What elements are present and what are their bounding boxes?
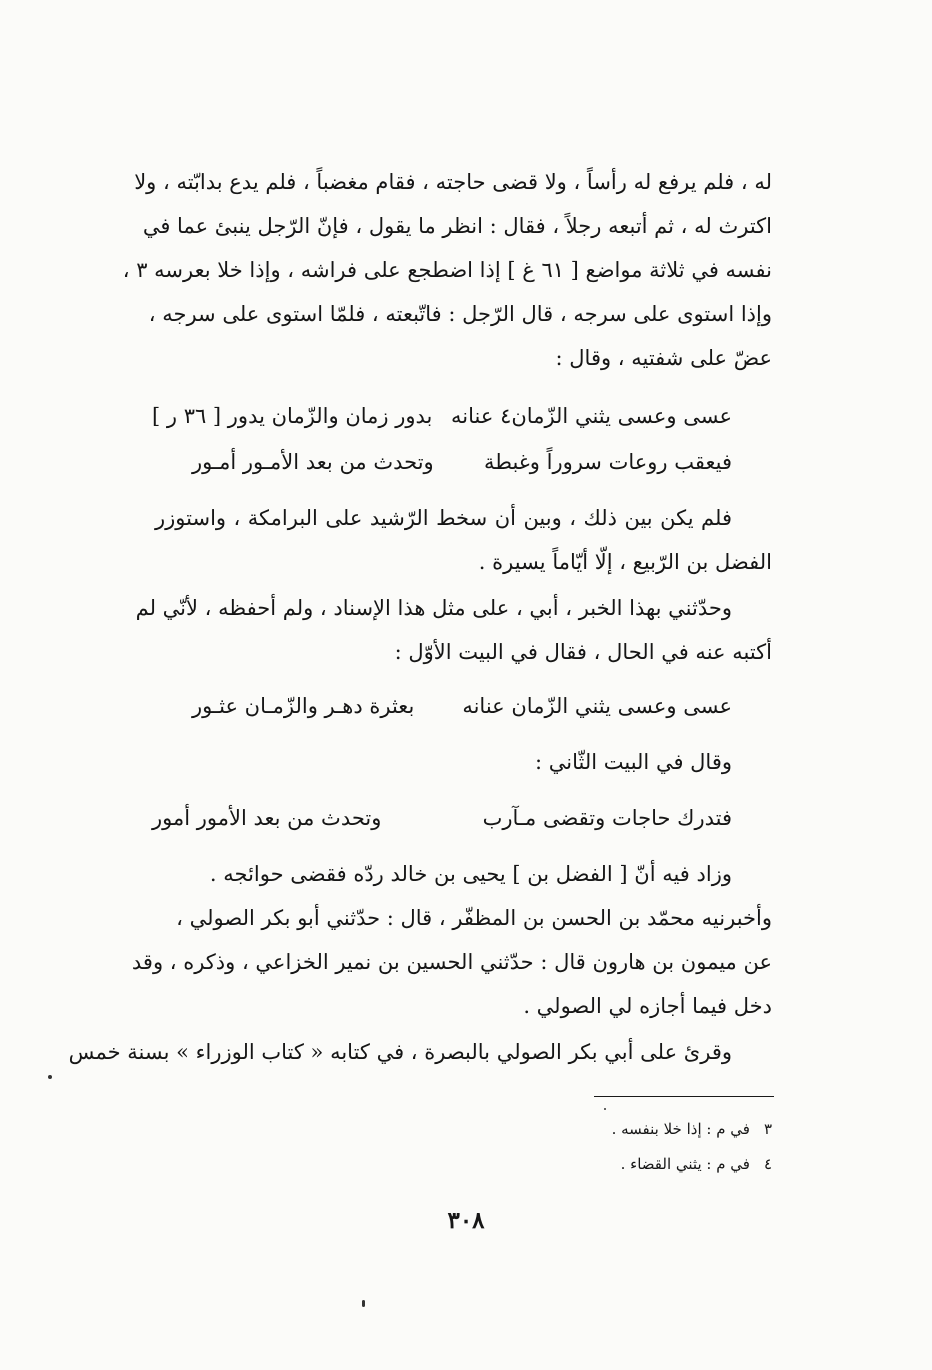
text-line: وقرئ على أبي بكر الصولي بالبصرة ، في كتابه « كتاب الوزراء » بسنة خمس — [68, 1040, 732, 1064]
footnote-number: ٣ — [763, 1120, 772, 1138]
verse-line — [152, 404, 732, 428]
verse-line — [192, 450, 732, 474]
footnote — [621, 1155, 772, 1173]
footnote-number: ٤ — [763, 1155, 772, 1173]
scan-speck — [604, 1108, 606, 1110]
scan-speck — [362, 1300, 365, 1307]
text-line: وحدّثني بهذا الخبر ، أبي ، على مثل هذا الإسناد ، ولم أحفظه ، لأنّي لم — [135, 596, 732, 620]
verse-first-hemistich: فيعقب روعات سروراً وغبطة — [483, 450, 732, 474]
verse-line — [152, 806, 732, 830]
text-line: دخل فيما أجازه لي الصولي . — [523, 994, 772, 1018]
text-line: وأخبرنيه محمّد بن الحسن بن المظفّر ، قال : حدّثني أبو بكر الصولي ، — [176, 906, 772, 930]
text-line: وإذا استوى على سرجه ، قال الرّجل : فاتّبعته ، فلمّا استوى على سرجه ، — [148, 302, 772, 326]
text-line: عضّ على شفتيه ، وقال : — [555, 346, 772, 370]
text-line: اكترث له ، ثم أتبعه رجلاً ، فقال : انظر ما يقول ، فإنّ الرّجل ينبئ عما في — [142, 214, 772, 238]
footnote — [612, 1120, 772, 1138]
text-line: عن ميمون بن هارون قال : حدّثني الحسين بن نمير الخزاعي ، وذكره ، وقد — [131, 950, 772, 974]
verse-first-hemistich: عسى وعسى يثني الزّمان٤ عنانه — [451, 404, 732, 428]
text-line-content: وقال في البيت الثّاني : — [535, 750, 732, 774]
text-line: له ، فلم يرفع له رأساً ، ولا قضى حاجته ، فقام مغضباً ، فلم يدع بدابّته ، ولا — [134, 170, 772, 194]
text-line: فلم يكن بين ذلك ، وبين أن سخط الرّشيد على البرامكة ، واستوزر — [155, 506, 732, 530]
text-line: الفضل بن الرّبيع ، إلّا أيّاماً يسيرة . — [478, 550, 772, 574]
footnote-text: في م : يثني القضاء . — [620, 1155, 750, 1173]
text-line — [152, 862, 732, 886]
verse-first-hemistich: فتدرك حاجات وتقضى مـآرب — [482, 806, 732, 830]
scan-speck — [48, 1075, 52, 1079]
verse-first-hemistich: عسى وعسى يثني الزّمان عنانه — [462, 694, 732, 718]
footnote-separator — [594, 1096, 774, 1097]
verse-second-hemistich: وتحدث من بعد الأمـور أمـور — [192, 450, 434, 474]
verse-line — [192, 694, 732, 718]
text-line-content: وزاد فيه أنّ [ الفضل بن ] يحيى بن خالد ردّه فقضى حوائجه . — [209, 862, 732, 886]
footnote-text: في م : إذا خلا بنفسه . — [611, 1120, 750, 1138]
text-line — [152, 750, 732, 774]
verse-second-hemistich: بدور زمان والزّمان يدور [ ٣٦ ر ] — [152, 404, 433, 428]
text-line: نفسه في ثلاثة مواضع [ ٦١ غ ] إذا اضطجع على فراشه ، وإذا خلا بعرسه ٣ ، — [122, 258, 772, 282]
text-line: أكتبه عنه في الحال ، فقال في البيت الأوّل : — [394, 640, 772, 664]
verse-second-hemistich: وتحدث من بعد الأمور أمور — [152, 806, 382, 830]
page-number: ٣٠٨ — [447, 1207, 485, 1234]
verse-second-hemistich: بعثرة دهـر والزّمـان عثـور — [192, 694, 415, 718]
